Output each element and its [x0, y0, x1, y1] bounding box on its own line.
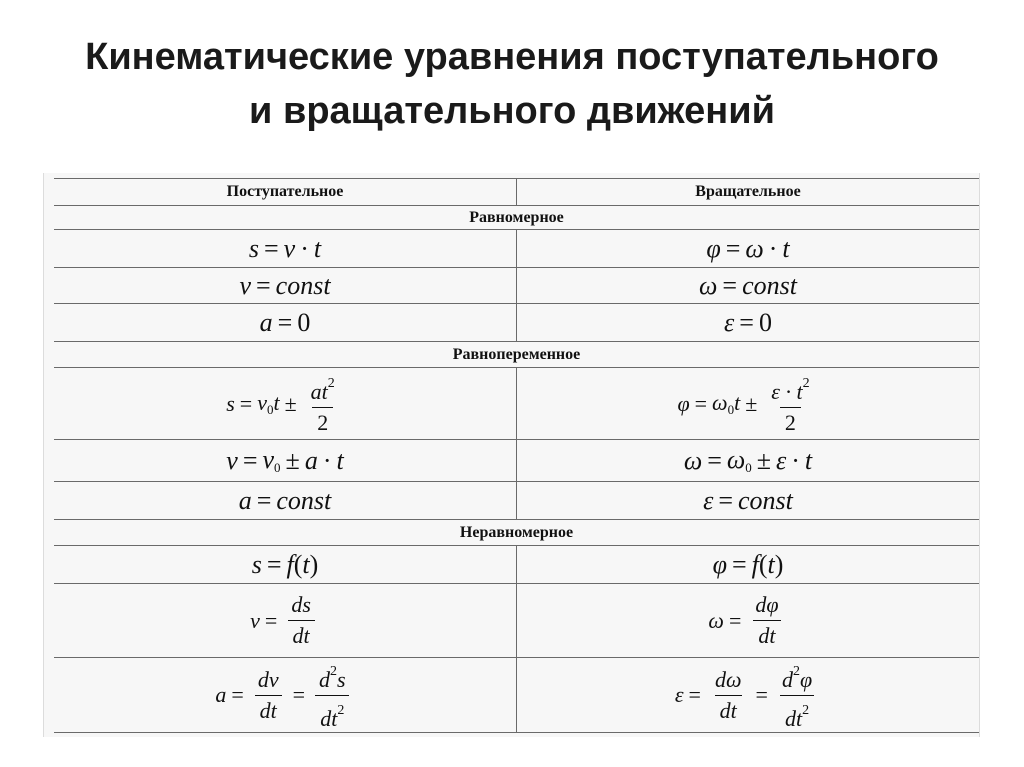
header-rotational: Вращательное — [516, 179, 979, 205]
eq-nonuniform-acceleration: a = $\frac{dv}{dt}$ = $\frac{d^2s}{dt^2}$ — [54, 658, 516, 732]
eq-uniform-angular-acceleration: ε = 0 — [516, 304, 979, 341]
table-row — [54, 439, 979, 481]
section-uniformly-variable-label: Равнопеременное — [452, 345, 581, 363]
section-uniform-label: Равномерное — [469, 208, 564, 226]
section-nonuniform-label: Неравномерное — [459, 523, 574, 541]
table-row — [54, 481, 979, 519]
table-header-row — [54, 178, 979, 205]
eq-nonuniform-angular-acceleration: ε = $\frac{d\omega}{dt}$ = $\frac{d^2\varphi}{dt^2}$ — [516, 658, 979, 732]
title-line-2: и вращательного движений — [249, 90, 775, 132]
eq-uniform-acceleration: a = 0 — [259, 307, 311, 337]
eq-uniform-angle: φ = ω · t — [516, 230, 979, 267]
eq-variable-angle: φ = $\omega_0t$ ± $\frac{\varepsilon \cdot t^2}{2}$ — [516, 368, 979, 439]
eq-nonuniform-displacement: s = f ( t ) — [251, 549, 319, 579]
table-row — [54, 545, 979, 583]
eq-variable-velocity: v = $v_0$ ± a · t — [226, 445, 344, 475]
section-row-uniform — [54, 205, 979, 229]
table-row — [54, 267, 979, 303]
eq-uniform-angular-velocity: ω = const — [516, 268, 979, 303]
eq-uniform-velocity: v = const — [239, 270, 331, 300]
table-row — [54, 303, 979, 341]
eq-variable-angular-velocity: ω = $\omega_0$ ± ε · t — [516, 440, 979, 481]
header-translational: Поступательное — [226, 183, 344, 200]
table-row — [54, 367, 979, 439]
eq-nonuniform-angle: φ = f ( t ) — [516, 546, 979, 583]
equations-table — [43, 173, 980, 737]
table-row — [54, 229, 979, 267]
section-row-nonuniform — [54, 519, 979, 545]
eq-variable-displacement: s = $v_0t$ ± $\frac{at^2}{2}$ — [54, 368, 516, 439]
eq-nonuniform-velocity: v = $\frac{ds}{dt}$ — [54, 584, 516, 657]
eq-variable-acceleration: a = const — [238, 485, 332, 515]
section-row-uniformly-variable — [54, 341, 979, 367]
eq-uniform-displacement: s = v · t — [248, 233, 322, 263]
table-row — [54, 583, 979, 657]
title-line-1: Кинематические уравнения поступательного — [85, 36, 939, 78]
eq-nonuniform-angular-velocity: ω = $\frac{d\varphi}{dt}$ — [516, 584, 979, 657]
eq-variable-angular-acceleration: ε = const — [516, 482, 979, 519]
slide-title — [0, 30, 1024, 138]
table-row — [54, 657, 979, 733]
